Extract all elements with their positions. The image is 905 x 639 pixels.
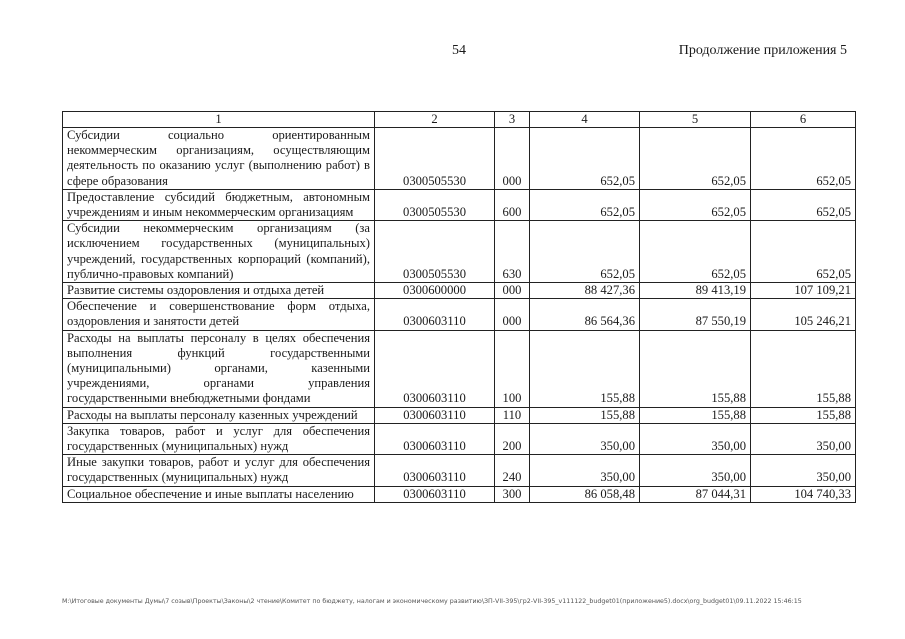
page-number: 54 [452, 43, 466, 58]
amount-cell: 155,88 [530, 330, 640, 407]
amount-cell: 86 058,48 [530, 486, 640, 502]
target-article-cell: 0300505530 [375, 221, 495, 283]
amount-cell: 155,88 [751, 407, 856, 423]
target-article-cell: 0300603110 [375, 455, 495, 486]
amount-cell: 155,88 [640, 407, 751, 423]
amount-cell: 89 413,19 [640, 283, 751, 299]
amount-cell: 104 740,33 [751, 486, 856, 502]
target-article-cell: 0300600000 [375, 283, 495, 299]
amount-cell: 652,05 [751, 221, 856, 283]
amount-cell: 652,05 [751, 189, 856, 220]
column-header: 2 [375, 112, 495, 128]
amount-cell: 652,05 [640, 221, 751, 283]
table-header-row [63, 112, 856, 128]
row-name-cell: Предоставление субсидий бюджетным, автономным учреждениям и иным некоммерческим организациям [63, 189, 375, 220]
expense-type-cell: 110 [495, 407, 530, 423]
table-row [63, 189, 856, 220]
row-name-cell: Субсидии некоммерческим организациям (за исключением государственных (муниципальных) учреждений, государственных корпораций (компаний), публично-правовых компаний) [63, 221, 375, 283]
target-article-cell: 0300603110 [375, 423, 495, 454]
amount-cell: 86 564,36 [530, 299, 640, 330]
table-row [63, 423, 856, 454]
row-name-cell: Закупка товаров, работ и услуг для обеспечения государственных (муниципальных) нужд [63, 423, 375, 454]
amount-cell: 155,88 [640, 330, 751, 407]
amount-cell: 105 246,21 [751, 299, 856, 330]
table-row [63, 283, 856, 299]
expense-type-cell: 000 [495, 128, 530, 190]
expense-type-cell: 000 [495, 299, 530, 330]
amount-cell: 652,05 [530, 128, 640, 190]
amount-cell: 652,05 [640, 189, 751, 220]
amount-cell: 652,05 [751, 128, 856, 190]
target-article-cell: 0300603110 [375, 407, 495, 423]
target-article-cell: 0300505530 [375, 128, 495, 190]
table-row [63, 330, 856, 407]
row-name-cell: Развитие системы оздоровления и отдыха детей [63, 283, 375, 299]
amount-cell: 350,00 [751, 455, 856, 486]
row-name-cell: Расходы на выплаты персоналу казенных учреждений [63, 407, 375, 423]
table-row [63, 486, 856, 502]
amount-cell: 350,00 [751, 423, 856, 454]
row-name-cell: Иные закупки товаров, работ и услуг для обеспечения государственных (муниципальных) нужд [63, 455, 375, 486]
table-row [63, 221, 856, 283]
amount-cell: 350,00 [640, 455, 751, 486]
amount-cell: 652,05 [530, 221, 640, 283]
appendix-title: Продолжение приложения 5 [678, 43, 847, 58]
column-header: 5 [640, 112, 751, 128]
row-name-cell: Обеспечение и совершенствование форм отдыха, оздоровления и занятости детей [63, 299, 375, 330]
amount-cell: 87 550,19 [640, 299, 751, 330]
expense-type-cell: 000 [495, 283, 530, 299]
amount-cell: 350,00 [530, 455, 640, 486]
amount-cell: 350,00 [530, 423, 640, 454]
target-article-cell: 0300603110 [375, 299, 495, 330]
column-header: 4 [530, 112, 640, 128]
table-row [63, 128, 856, 190]
amount-cell: 652,05 [530, 189, 640, 220]
target-article-cell: 0300603110 [375, 330, 495, 407]
table-row [63, 455, 856, 486]
table-row [63, 407, 856, 423]
row-name-cell: Субсидии социально ориентированным некоммерческим организациям, осуществляющим деятельность по оказанию услуг (выполнению работ) в сфере образования [63, 128, 375, 190]
expense-type-cell: 300 [495, 486, 530, 502]
target-article-cell: 0300505530 [375, 189, 495, 220]
budget-table [62, 111, 856, 503]
amount-cell: 107 109,21 [751, 283, 856, 299]
table-row [63, 299, 856, 330]
file-path-footer: M:\Итоговые документы Думы\7 созыв\Проекты\Законы\2 чтение\Комитет по бюджету, налогам и экономическому развитию\ЗП-VII-395\гр2-VII-395_v111122_budget01(приложение5).docx\org_budget01\09.11.2022 15:46:15 [62, 598, 802, 605]
expense-type-cell: 630 [495, 221, 530, 283]
expense-type-cell: 600 [495, 189, 530, 220]
amount-cell: 350,00 [640, 423, 751, 454]
row-name-cell: Расходы на выплаты персоналу в целях обеспечения выполнения функций государственными (муниципальными) органами, казенными учреждениями, органами управления государственными внебюджетными фондами [63, 330, 375, 407]
expense-type-cell: 100 [495, 330, 530, 407]
amount-cell: 87 044,31 [640, 486, 751, 502]
amount-cell: 155,88 [530, 407, 640, 423]
target-article-cell: 0300603110 [375, 486, 495, 502]
amount-cell: 88 427,36 [530, 283, 640, 299]
column-header: 6 [751, 112, 856, 128]
amount-cell: 652,05 [640, 128, 751, 190]
column-header: 3 [495, 112, 530, 128]
column-header: 1 [63, 112, 375, 128]
row-name-cell: Социальное обеспечение и иные выплаты населению [63, 486, 375, 502]
amount-cell: 155,88 [751, 330, 856, 407]
expense-type-cell: 200 [495, 423, 530, 454]
expense-type-cell: 240 [495, 455, 530, 486]
